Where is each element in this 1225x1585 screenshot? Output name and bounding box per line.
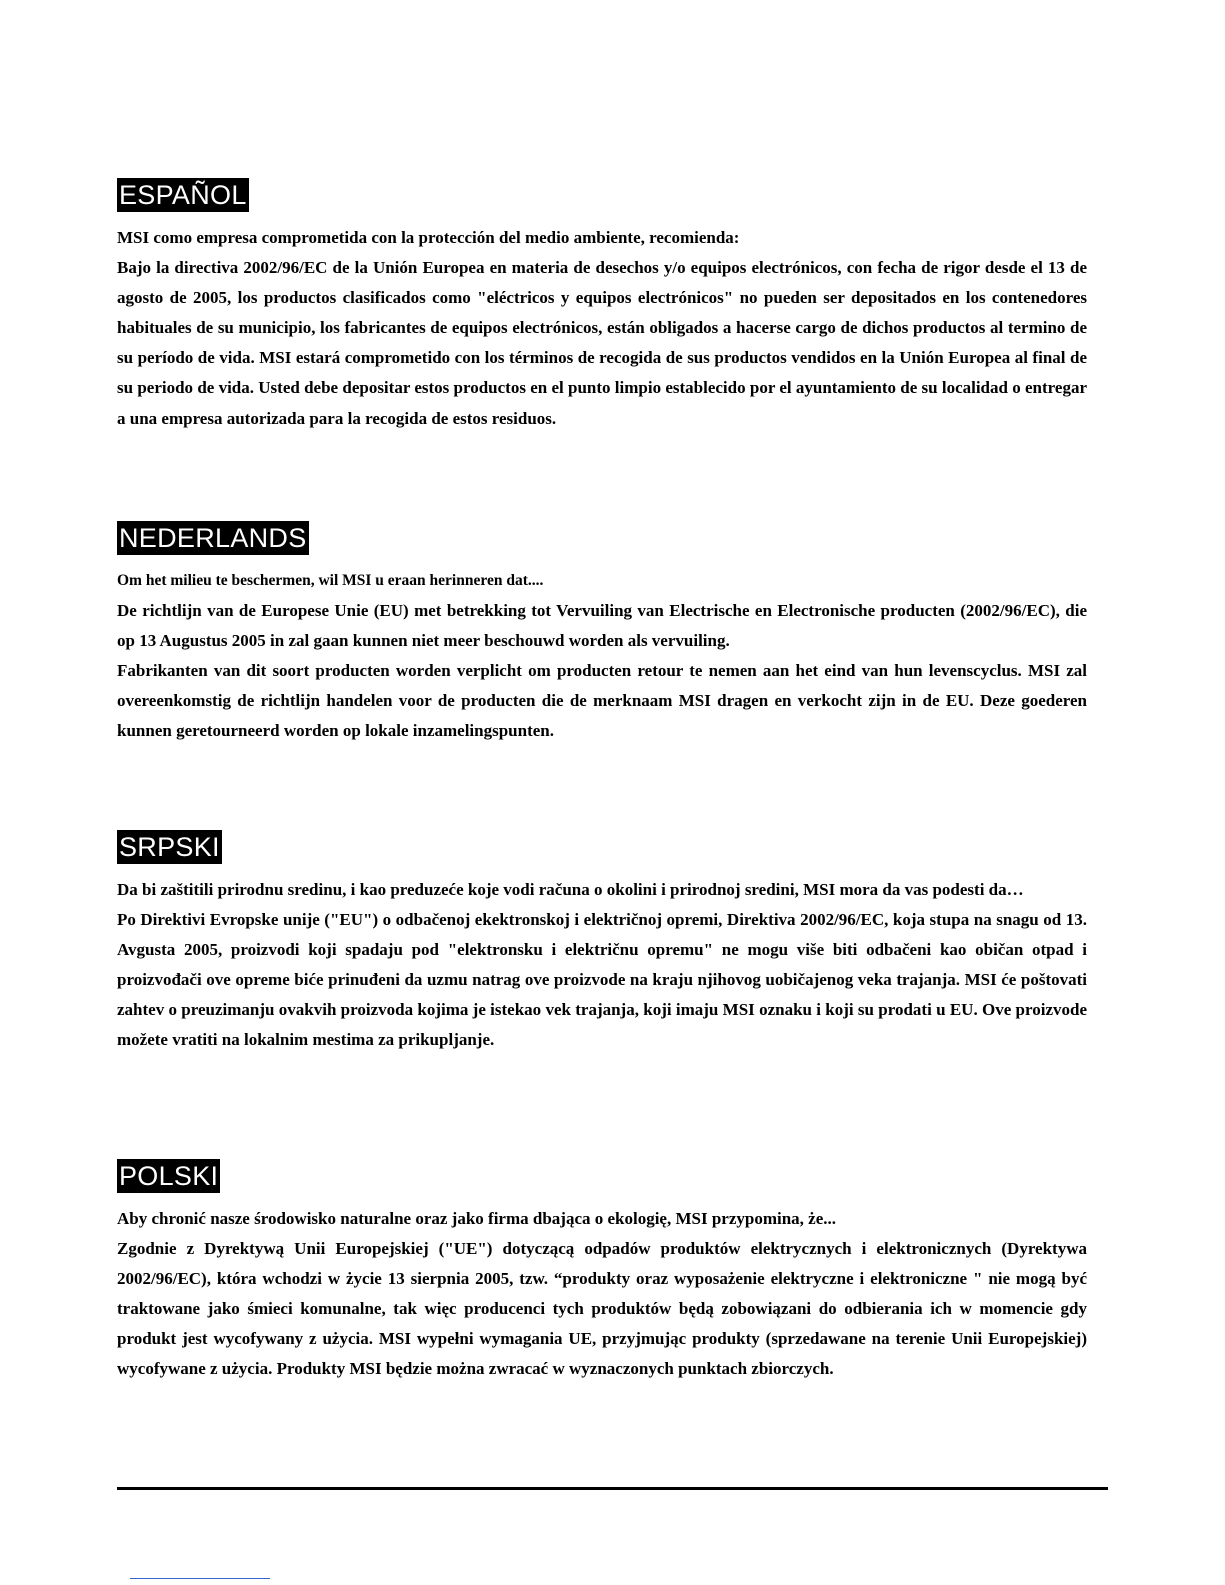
page-bottom-rule — [117, 1487, 1108, 1490]
section-srpski — [117, 830, 1087, 1056]
section-polski — [117, 1159, 1087, 1385]
section-intro: Om het milieu te beschermen, wil MSI u eraan herinneren dat.... — [117, 572, 544, 589]
section-heading: SRPSKI — [119, 832, 220, 862]
section-paragraph: Bajo la directiva 2002/96/EC de la Unión Europea en materia de desechos y/o equipos electrónicos, con fecha de rigor desde el 13 de agosto de 2005, los productos clasificados como "eléctricos y equipos electrónicos" no pueden ser depositados en los contenedores habituales de su municipio, los fabricantes de equipos electrónicos, están obligados a hacerse cargo de dichos productos al termino de su período de vida. MSI estará comprometido con los términos de recogida de sus productos vendidos en la Unión Europea al final de su periodo de vida. Usted debe depositar estos productos en el punto limpio establecido por el ayuntamiento de su localidad o entregar a una empresa autorizada para la recogida de estos residuos. — [117, 258, 1087, 428]
footer-line — [130, 1578, 270, 1579]
section-espanol — [117, 178, 1087, 434]
section-heading: POLSKI — [119, 1161, 219, 1191]
section-heading: ESPAÑOL — [119, 180, 247, 210]
section-nederlands — [117, 521, 1087, 747]
section-paragraph: De richtlijn van de Europese Unie (EU) met betrekking tot Vervuiling van Electrische en Electronische producten (2002/96/EC), die op 13 Augustus 2005 in zal gaan kunnen niet meer beschouwd worden als vervuiling. — [117, 601, 1087, 651]
section-paragraph: Zgodnie z Dyrektywą Unii Europejskiej ("UE") dotyczącą odpadów produktów elektrycznych i elektronicznych (Dyrektywa 2002/96/EC), która wchodzi w życie 13 sierpnia 2005, tzw. “produkty oraz wyposażenie elektryczne i elektroniczne " nie mogą być traktowane jako śmieci komunalne, tak więc producenci tych produktów będą zobowiązani do odbierania ich w momencie gdy produkt jest wycofywany z użycia. MSI wypełni wymagania UE, przyjmując produkty (sprzedawane na terenie Unii Europejskiej) wycofywane z użycia. Produkty MSI będzie można zwracać w wyznaczonych punktach zbiorczych. — [117, 1239, 1087, 1379]
section-paragraph: Po Direktivi Evropske unije ("EU") o odbačenoj ekektronskoj i električnoj opremi, Direktiva 2002/96/EC, koja stupa na snagu od 13. Avgusta 2005, proizvodi koji spadaju pod "elektronsku i električnu opremu" ne mogu više biti odbačeni kao običan otpad i proizvođači ove opreme biće prinuđeni da uzmu natrag ove proizvode na kraju njihovog uobičajenog veka trajanja. MSI će poštovati zahtev o preuzimanju ovakvih proizvoda kojima je istekao vek trajanja, koji imaju MSI oznaku i koji su prodati u EU. Ove proizvode možete vratiti na lokalnim mestima za prikupljanje. — [117, 910, 1087, 1050]
section-heading: NEDERLANDS — [119, 523, 307, 553]
section-intro: MSI como empresa comprometida con la protección del medio ambiente, recomienda: — [117, 228, 740, 247]
section-intro: Aby chronić nasze środowisko naturalne oraz jako firma dbająca o ekologię, MSI przypomina, że... — [117, 1209, 837, 1228]
section-paragraph: Fabrikanten van dit soort producten worden verplicht om producten retour te nemen aan het eind van hun levenscyclus. MSI zal overeenkomstig de richtlijn handelen voor de producten die de merknaam MSI dragen en verkocht zijn in de EU. Deze goederen kunnen geretourneerd worden op lokale inzamelingspunten. — [117, 661, 1087, 741]
section-intro: Da bi zaštitili prirodnu sredinu, i kao preduzeće koje vodi računa o okolini i prirodnoj sredini, MSI mora da vas podesti da… — [117, 880, 1024, 899]
